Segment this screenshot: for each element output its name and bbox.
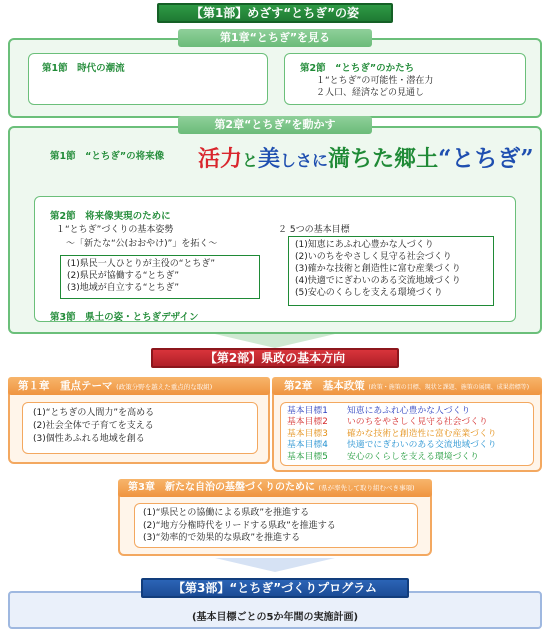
basic-policy-row (287, 440, 527, 451)
arrow-down (215, 558, 335, 572)
slogan-part-4: しさに (280, 151, 329, 170)
basic-policy-text: いのちをやさしく見守る社会づくり (347, 417, 488, 428)
chapter1-section2-item-1: １“とちぎ”の可能性・潜在力 (316, 76, 434, 86)
autonomy-item: (1)“県民との協働による県政”を推進する (143, 508, 310, 518)
part2-chapter3-list (134, 503, 418, 548)
basic-goal-item: (5)安心のくらしを支える環境づくり (295, 288, 443, 298)
basic-goal-item: (3)確かな技術と創造性に富む産業づくり (295, 264, 461, 274)
focus-theme-item: (1)“とちぎの人間力”を高める (33, 408, 155, 418)
slogan-part-2: と (242, 151, 259, 170)
chapter1-header: 第1章“とちぎ”を見る (178, 29, 372, 47)
part2-chapter1-list (22, 402, 258, 454)
future-vision-slogan (198, 140, 534, 173)
slogan-part-7: “とちぎ” (438, 145, 534, 172)
basic-stance-item: (2)県民が協働する“とちぎ” (67, 271, 180, 281)
part2-chapter1-header (8, 377, 270, 395)
basic-policy-label: 基本目標4 (287, 440, 328, 451)
basic-goal-item: (4)快適でにぎわいのある交流地域づくり (295, 276, 461, 286)
part1-header: 【第1部】めざす“とちぎ”の姿 (157, 3, 393, 23)
chapter2-section3-title: 第3節 県土の姿・とちぎデザイン (50, 312, 199, 323)
basic-policy-text: 知恵にあふれ心豊かな人づくり (347, 406, 471, 416)
chapter1-section1-title: 第1節 時代の潮流 (42, 63, 125, 74)
slogan-part-5: 満ちた (328, 146, 395, 172)
basic-policy-label: 基本目標3 (287, 428, 328, 439)
chapter2-header: 第2章“とちぎ”を動かす (178, 116, 372, 134)
basic-policy-label: 基本目標2 (287, 417, 328, 428)
chapter2-section2-title: 第2節 将来像実現のために (50, 211, 171, 222)
basic-policy-label: 基本目標5 (287, 451, 328, 462)
autonomy-item: (3)“効率的で効果的な県政”を推進する (143, 533, 301, 543)
basic-stance-title: １“とちぎ”づくりの基本姿勢 (56, 225, 174, 235)
basic-goal-item: (2)いのちをやさしく見守る社会づくり (295, 252, 452, 262)
part3-subtitle: (基本目標ごとの5か年間の実施計画) (191, 612, 359, 623)
slogan-part-6: 郷土 (394, 146, 439, 172)
basic-policy-text: 快適でにぎわいのある交流地域づくり (347, 440, 497, 451)
basic-stance-item: (1)県民一人ひとりが主役の“とちぎ” (67, 259, 216, 269)
chapter1-section2-title: 第2節 “とちぎ”のかたち (300, 63, 415, 74)
chapter2-section1-title: 第1節 “とちぎ”の将来像 (50, 151, 165, 162)
part2-chapter3-note: (県が率先して取り組むべき事項) (318, 484, 415, 492)
basic-goals-title: ２ 5つの基本目標 (278, 225, 350, 235)
part2-header: 【第2部】県政の基本方向 (151, 348, 399, 368)
basic-goals-list (288, 236, 494, 306)
focus-theme-item: (2)社会全体で子育てを支える (33, 421, 154, 431)
basic-policy-row (287, 417, 527, 428)
basic-policy-list (280, 402, 534, 466)
basic-policy-row (287, 452, 527, 463)
basic-policy-row (287, 406, 527, 417)
basic-policy-label: 基本目標1 (287, 406, 328, 416)
basic-policy-text: 安心のくらしを支える環境づくり (347, 451, 479, 462)
arrow-down (215, 334, 335, 348)
basic-goal-item: (1)知恵にあふれ心豊かな人づくり (295, 240, 434, 250)
focus-theme-item: (3)個性あふれる地域を創る (33, 434, 145, 444)
part3-header: 【第3部】“とちぎ”づくりプログラム (141, 578, 409, 598)
part2-chapter2-title: 第2章 基本政策 (284, 380, 365, 392)
slogan-part-1: 活力 (198, 146, 243, 172)
autonomy-item: (2)“地方分権時代をリードする県政”を推進する (143, 520, 336, 531)
basic-policy-row (287, 429, 527, 440)
basic-stance-item: (3)地域が自立する“とちぎ” (67, 283, 180, 293)
basic-stance-subtitle: ～「新たな“公(おおやけ)”」を拓く～ (66, 239, 218, 249)
basic-stance-list (60, 255, 260, 299)
part2-chapter3-header (118, 479, 432, 497)
part2-chapter2-header (272, 377, 542, 395)
part2-chapter3-title: 第3章 新たな自治の基盤づくりのために (128, 482, 315, 493)
slogan-part-3: 美 (258, 146, 281, 172)
basic-policy-text: 確かな技術と創造性に富む産業づくり (347, 428, 497, 439)
part2-chapter2-note: (政策・施策の目標、現状と課題、施策の展開、成果指標等) (368, 384, 530, 391)
chapter1-section2-item-2: ２人口、経済などの見通し (316, 88, 425, 98)
part2-chapter1-note: (政策分野を越えた重点的な取組) (116, 383, 213, 391)
part2-chapter1-title: 第１章 重点テーマ (18, 380, 113, 392)
